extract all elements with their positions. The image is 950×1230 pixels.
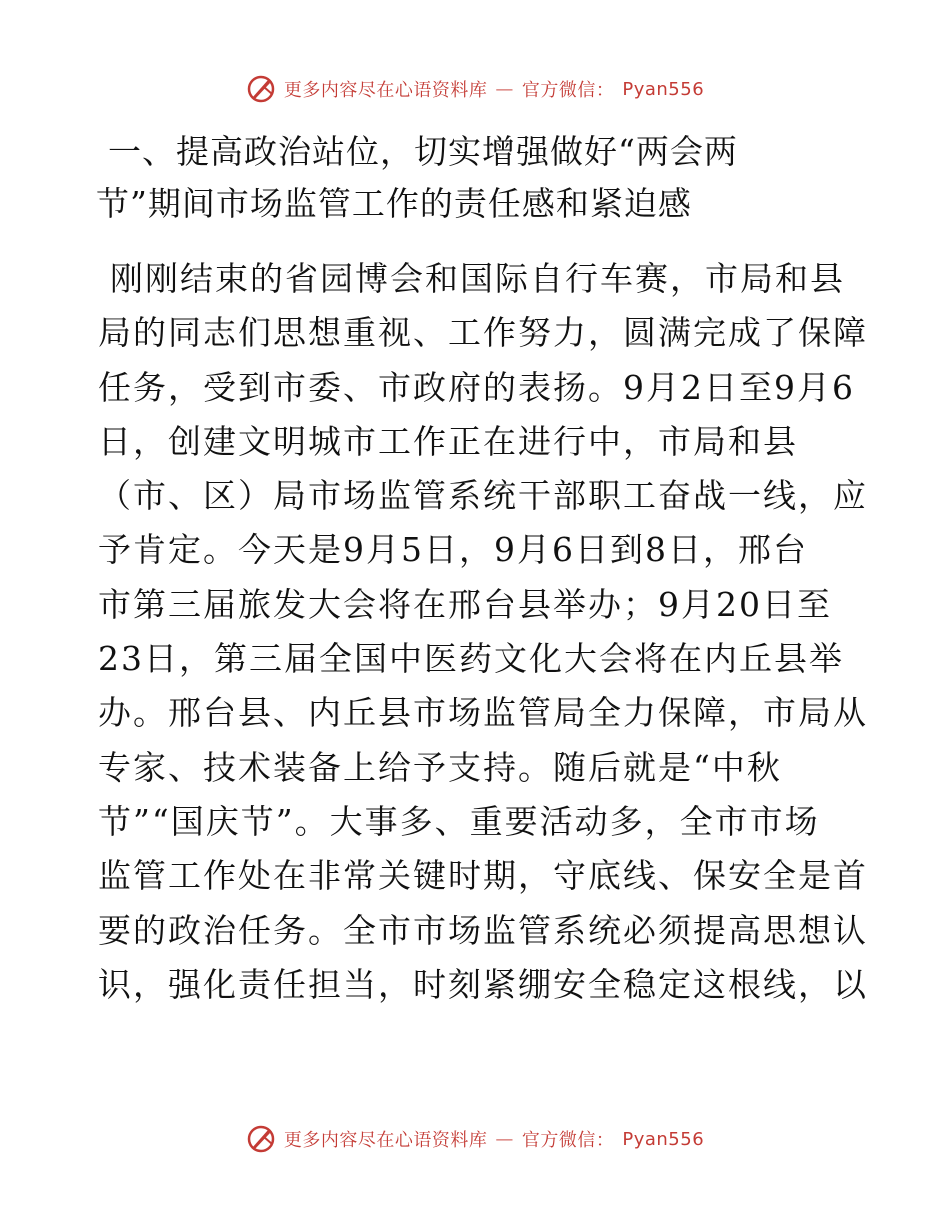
paragraph-line: 办。邢台县、内丘县市场监管局全力保障，市局从	[98, 693, 868, 733]
heading-line: 节”期间市场监管工作的责任感和紧迫感	[96, 184, 692, 223]
red-quill-logo-icon	[246, 1124, 276, 1154]
paragraph-line: 23日，第三届全国中医药文化大会将在内丘县举	[98, 639, 844, 679]
paragraph-line: 监管工作处在非常关键时期，守底线、保安全是首	[98, 856, 868, 896]
paragraph-line: 要的政治任务。全市市场监管系统必须提高思想认	[98, 910, 868, 950]
watermark-dash: —	[495, 78, 514, 100]
header-watermark	[0, 74, 950, 104]
watermark-main-text: 更多内容尽在心语资料库	[283, 1130, 488, 1151]
watermark-wechat-id: Pyan556	[622, 78, 705, 100]
watermark-dash: —	[495, 1128, 514, 1150]
section-heading	[96, 126, 848, 230]
footer-watermark	[0, 1124, 950, 1154]
heading-line: 一、提高政治站位，切实增强做好“两会两	[108, 132, 738, 171]
paragraph-line: 局的同志们思想重视、工作努力，圆满完成了保障	[98, 313, 868, 353]
paragraph-line: 刚刚结束的省园博会和国际自行车赛，市局和县	[110, 259, 845, 298]
watermark-wechat-id: Pyan556	[622, 1128, 705, 1150]
paragraph-line: 予肯定。今天是9月5日，9月6日到8日，邢台	[98, 530, 808, 570]
paragraph-line: 识，强化责任担当，时刻紧绷安全稳定这根线，以	[98, 964, 868, 1004]
paragraph-line: 专家、技术装备上给予支持。随后就是“中秋	[98, 747, 782, 787]
paragraph-line: 节”“国庆节”。大事多、重要活动多，全市市场	[98, 801, 820, 841]
watermark-wechat-label: 官方微信：	[521, 80, 615, 101]
red-quill-logo-icon	[246, 74, 276, 104]
body-paragraph	[98, 252, 868, 1012]
paragraph-line: 日，创建文明城市工作正在进行中，市局和县	[98, 421, 798, 461]
paragraph-line: 任务，受到市委、市政府的表扬。9月2日至9月6	[98, 367, 855, 407]
watermark-wechat-label: 官方微信：	[521, 1130, 615, 1151]
watermark-main-text: 更多内容尽在心语资料库	[283, 80, 488, 101]
paragraph-line: 市第三届旅发大会将在邢台县举办；9月20日至	[98, 584, 832, 624]
paragraph-line: （市、区）局市场监管系统干部职工奋战一线，应	[98, 476, 868, 516]
